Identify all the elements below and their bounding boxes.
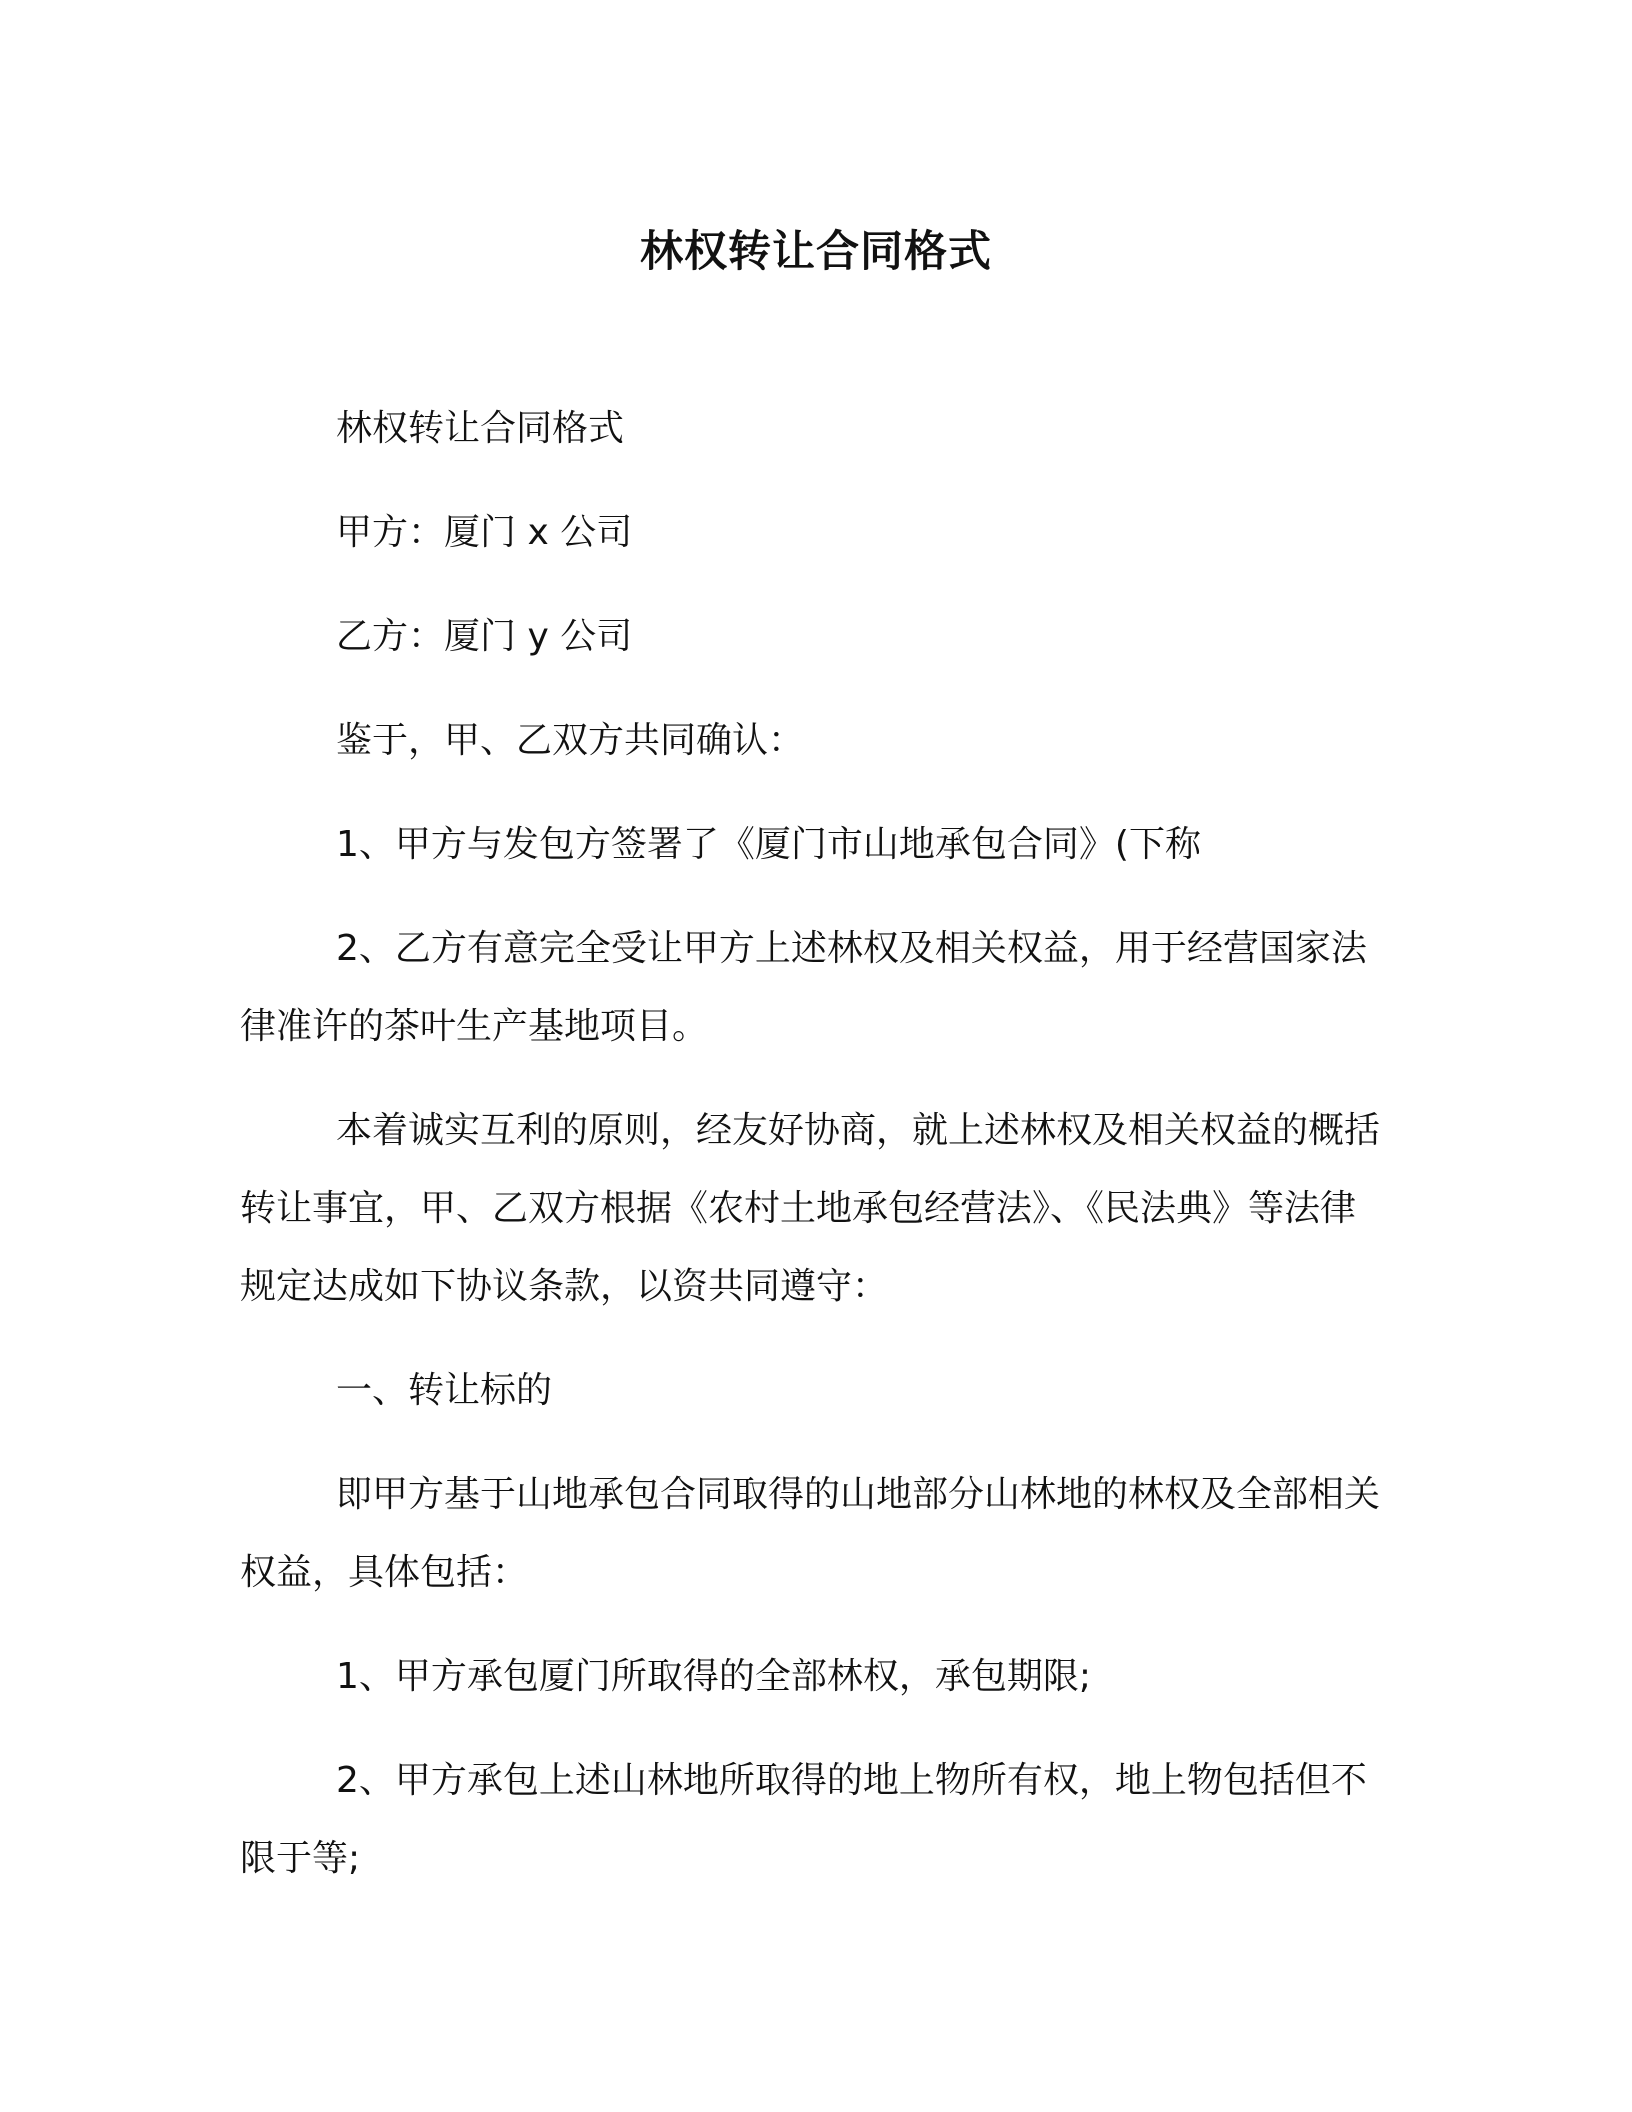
document-title: 林权转让合同格式 xyxy=(640,227,992,277)
paragraph-party-a: 甲方：厦门 x 公司 xyxy=(336,512,633,553)
paragraph-section-1-item-2: 2、甲方承包上述山林地所取得的地上物所有权，地上物包括但不限于等; xyxy=(240,1760,1367,1879)
paragraph-section-1-desc: 即甲方基于山地承包合同取得的山地部分山林地的林权及全部相关权益，具体包括： xyxy=(240,1474,1381,1593)
document-body xyxy=(240,390,1390,1924)
paragraph-item-1: 1、甲方与发包方签署了《厦门市山地承包合同》(下称 xyxy=(336,824,1201,865)
paragraph-whereas: 鉴于，甲、乙双方共同确认： xyxy=(336,720,805,761)
paragraph-item-2: 2、乙方有意完全受让甲方上述林权及相关权益，用于经营国家法律准许的茶叶生产基地项目。 xyxy=(240,928,1367,1047)
paragraph-section-1: 一、转让标的 xyxy=(336,1370,553,1411)
paragraph-heading: 林权转让合同格式 xyxy=(336,408,625,449)
paragraph-principle: 本着诚实互利的原则，经友好协商，就上述林权及相关权益的概括转让事宜，甲、乙双方根据《农村土地承包经营法》、《民法典》等法律规定达成如下协议条款，以资共同遵守： xyxy=(240,1110,1381,1307)
paragraph-section-1-item-1: 1、甲方承包厦门所取得的全部林权，承包期限; xyxy=(336,1656,1092,1697)
paragraph-party-b: 乙方：厦门 y 公司 xyxy=(336,616,633,657)
